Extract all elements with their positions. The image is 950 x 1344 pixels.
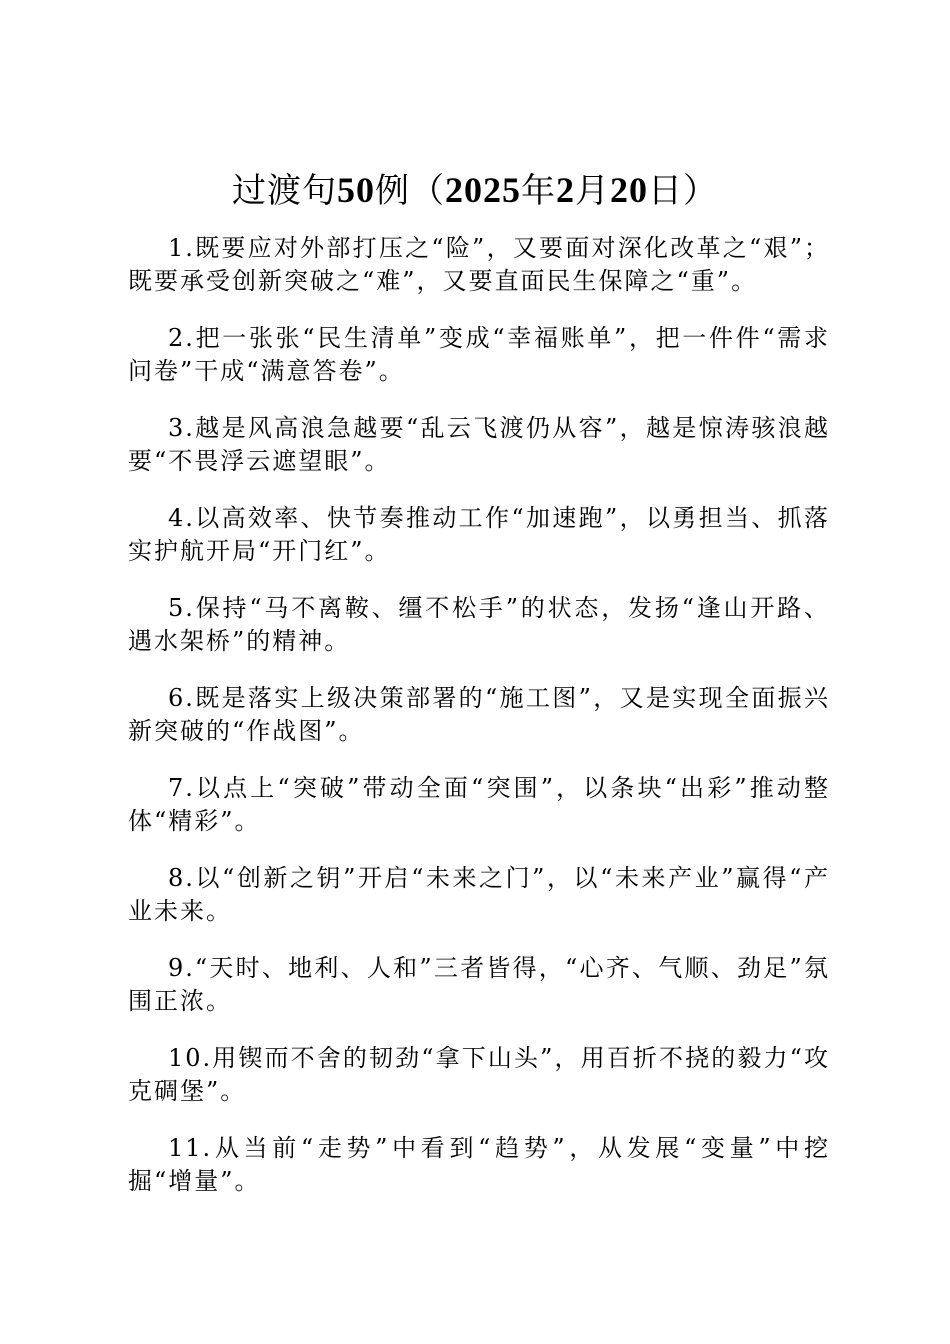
list-item-3: 3.越是风高浪急越要“乱云飞渡仍从容”，越是惊涛骇浪越要“不畏浮云遮望眼”。 (128, 414, 830, 475)
title-number-day: 20 (610, 170, 648, 210)
list-item-4: 4.以高效率、快节奏推动工作“加速跑”，以勇担当、抓落实护航开局“开门红”。 (128, 504, 830, 565)
title-number-year: 2025 (445, 170, 521, 210)
list-item-2: 2.把一张张“民生清单”变成“幸福账单”，把一件件“需求问卷”干成“满意答卷”。 (128, 324, 830, 385)
list-item-7: 7.以点上“突破”带动全面“突围”，以条块“出彩”推动整体“精彩”。 (128, 774, 830, 835)
list-item-1: 1.既要应对外部打压之“险”，又要面对深化改革之“艰”；既要承受创新突破之“难”，又要直面民生保障之“重”。 (128, 234, 830, 295)
list-item-11: 11.从当前“走势”中看到“趋势”，从发展“变量”中挖掘“增量”。 (128, 1134, 830, 1195)
title-number-count: 50 (337, 170, 375, 210)
list-item-9: 9.“天时、地利、人和”三者皆得，“心齐、气顺、劲足”氛围正浓。 (128, 954, 830, 1015)
title-text-3: 年 (521, 171, 556, 211)
list-item-8: 8.以“创新之钥”开启“未来之门”，以“未来产业”赢得“产业未来。 (128, 864, 830, 925)
list-item-10: 10.用锲而不舍的韧劲“拿下山头”，用百折不挠的毅力“攻克碉堡”。 (128, 1044, 830, 1105)
sentence-list (128, 232, 830, 1222)
list-item-6: 6.既是落实上级决策部署的“施工图”，又是实现全面振兴新突破的“作战图”。 (128, 684, 830, 745)
list-item-5: 5.保持“马不离鞍、缰不松手”的状态，发扬“逢山开路、遇水架桥”的精神。 (128, 594, 830, 655)
document-title (0, 166, 950, 215)
title-text-5: 日） (648, 171, 718, 211)
title-text-2: 例（ (375, 171, 445, 211)
title-text-1: 过渡句 (232, 171, 337, 211)
title-text-4: 月 (575, 171, 610, 211)
title-number-month: 2 (556, 170, 575, 210)
